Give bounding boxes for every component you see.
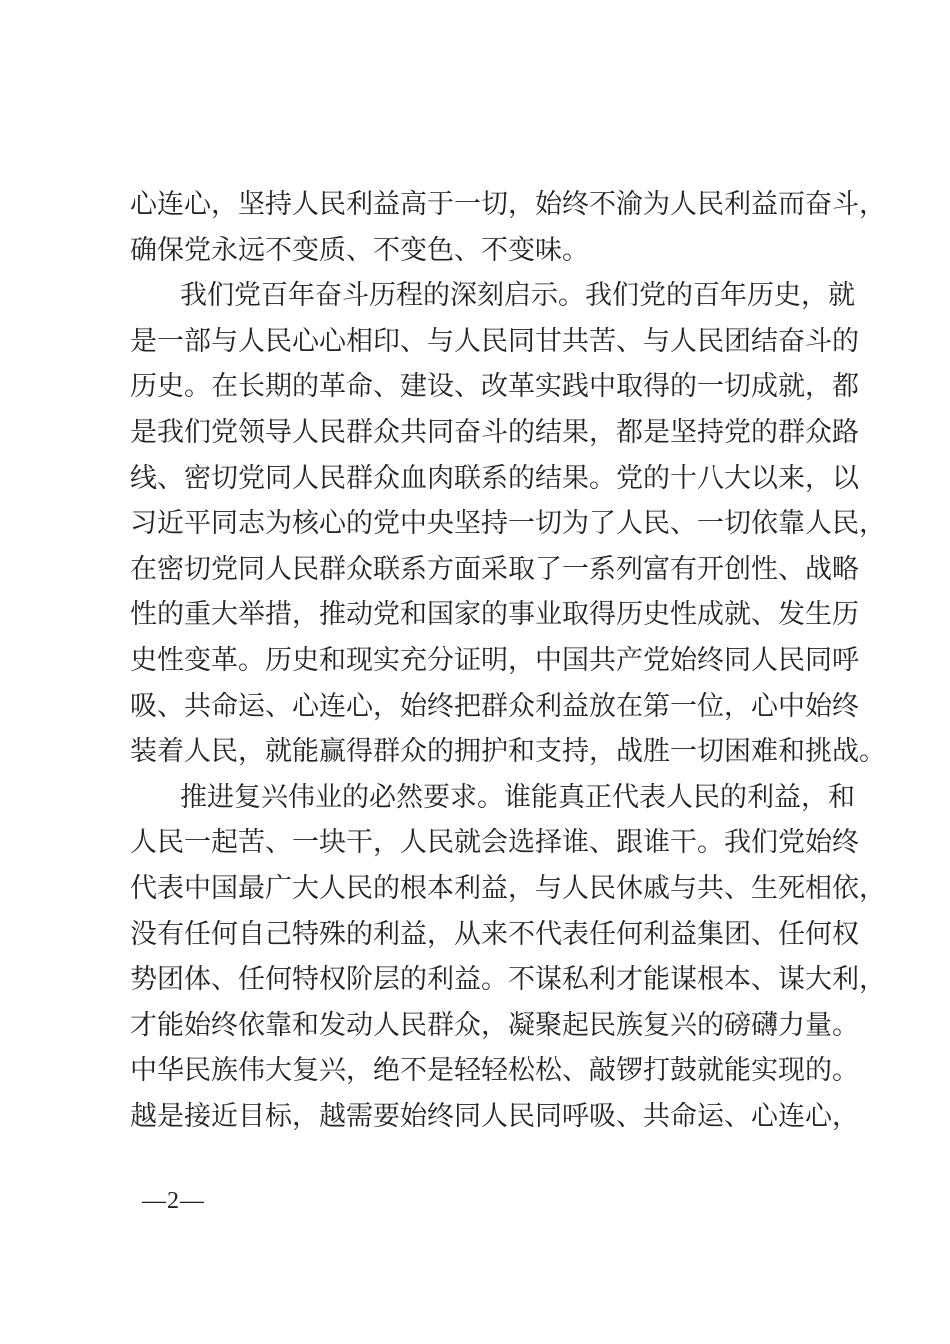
text-line: 推进复兴伟业的必然要求。谁能真正代表人民的利益，和: [180, 781, 855, 813]
text-line: 史性变革。历史和现实充分证明，中国共产党始终同人民同呼: [130, 644, 859, 676]
text-line: 才能始终依靠和发动人民群众，凝聚起民族复兴的磅礴力量。: [130, 1009, 859, 1041]
text-line: 线、密切党同人民群众血肉联系的结果。党的十八大以来，以: [130, 462, 859, 494]
paragraph: [130, 182, 886, 273]
text-line: 在密切党同人民群众联系方面采取了一系列富有开创性、战略: [130, 553, 859, 585]
text-line: 性的重大举措，推动党和国家的事业取得历史性成就、发生历: [130, 599, 859, 631]
text-line: 越是接近目标，越需要始终同人民同呼吸、共命运、心连心，: [130, 1100, 859, 1132]
paragraph: [130, 273, 886, 775]
text-line: 确保党永远不变质、不变色、不变味。: [130, 234, 589, 266]
text-line: 习近平同志为核心的党中央坚持一切为了人民、一切依靠人民，: [130, 508, 886, 540]
text-line: 势团体、任何特权阶层的利益。不谋私利才能谋根本、谋大利，: [130, 964, 886, 996]
text-line: 我们党百年奋斗历程的深刻启示。我们党的百年历史，就: [180, 280, 855, 312]
text-line: 心连心，坚持人民利益高于一切，始终不渝为人民利益而奋斗，: [130, 189, 886, 220]
paragraph: [130, 775, 886, 1140]
page-number: —2—: [142, 1188, 205, 1214]
text-line: 没有任何自己特殊的利益，从来不代表任何利益集团、任何权: [130, 918, 859, 950]
text-line: 人民一起苦、一块干，人民就会选择谁、跟谁干。我们党始终: [130, 827, 859, 859]
text-line: 是我们党领导人民群众共同奋斗的结果，都是坚持党的群众路: [130, 416, 859, 448]
document-body: [130, 182, 886, 1139]
text-line: 吸、共命运、心连心，始终把群众利益放在第一位，心中始终: [130, 690, 859, 722]
text-line: 是一部与人民心心相印、与人民同甘共苦、与人民团结奋斗的: [130, 325, 859, 357]
text-line: 历史。在长期的革命、建设、改革实践中取得的一切成就，都: [130, 371, 859, 403]
text-line: 装着人民，就能赢得群众的拥护和支持，战胜一切困难和挑战。: [130, 736, 886, 768]
text-line: 代表中国最广大人民的根本利益，与人民休戚与共、生死相依，: [130, 872, 886, 904]
text-line: 中华民族伟大复兴，绝不是轻轻松松、敲锣打鼓就能实现的。: [130, 1055, 859, 1087]
